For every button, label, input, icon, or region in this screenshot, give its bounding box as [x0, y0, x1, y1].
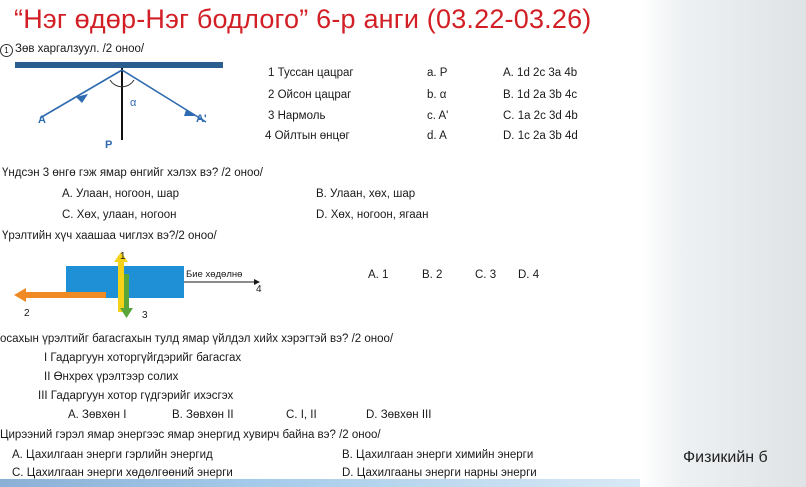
q1-left-item: 3 Нармоль	[268, 110, 326, 122]
q1-mid-item: b. α	[427, 89, 447, 101]
label-a-prime: A'	[196, 113, 207, 125]
q4-option[interactable]: A. Зөвхөн I	[68, 409, 127, 421]
incident-ray	[40, 70, 122, 118]
motion-label: Бие хөдөлнө	[186, 269, 243, 280]
q1-left-item: 2 Ойсон цацраг	[268, 89, 352, 101]
q3-option[interactable]: B. 2	[422, 269, 443, 281]
q4-prompt: осахын үрэлтийг багасгахын тулд ямар үйлдэл хийх хэрэгтэй вэ? /2 оноо/	[0, 333, 394, 345]
q3-option[interactable]: D. 4	[518, 269, 540, 281]
q4-option[interactable]: D. Зөвхөн III	[366, 409, 432, 421]
page-title: “Нэг өдөр-Нэг бодлого” 6-р анги (03.22-03.26)	[14, 4, 592, 34]
q1-mid-item: a. P	[427, 67, 448, 79]
reflected-ray-arrow	[184, 110, 196, 116]
question-number-badge: 1	[0, 44, 13, 57]
arrow-2-shaft	[26, 292, 106, 298]
q4-option[interactable]: C. I, II	[286, 409, 317, 421]
q1-answer-option[interactable]: B. 1d 2a 3b 4c	[503, 89, 578, 101]
arrow-3-shaft	[124, 274, 129, 308]
q1-prompt: Зөв харгалзуул. /2 оноо/	[15, 43, 145, 55]
reflected-ray	[122, 70, 206, 122]
q3-prompt: Үрэлтийн хүч хаашаа чиглэх вэ?/2 оноо/	[2, 230, 217, 242]
q1-mid-item: c. A'	[427, 110, 449, 122]
q1-answer-option[interactable]: D. 1c 2a 3b 4d	[503, 130, 578, 142]
friction-diagram	[10, 248, 280, 326]
background-gradient	[640, 0, 806, 487]
q1-answer-option[interactable]: A. 1d 2c 3a 4b	[503, 67, 578, 79]
q5-option[interactable]: A. Цахилгаан энерги гэрлийн энергид	[12, 449, 213, 461]
q5-option[interactable]: B. Цахилгаан энерги химийн энерги	[342, 449, 534, 461]
q3-option[interactable]: C. 3	[475, 269, 497, 281]
q1-answer-option[interactable]: C. 1a 2c 3d 4b	[503, 110, 578, 122]
q4-item: III Гадаргуун хотор гүдгэрийг ихэсгэх	[38, 390, 234, 402]
label-1: 1	[120, 251, 126, 262]
label-2: 2	[24, 308, 30, 319]
reflection-diagram	[10, 58, 240, 158]
q5-option[interactable]: C. Цахилгаан энерги хөдөлгөөний энерги	[12, 467, 233, 479]
label-p: P	[105, 139, 113, 151]
q2-option[interactable]: A. Улаан, ногоон, шар	[62, 188, 180, 200]
alpha-label: α	[130, 97, 137, 109]
label-3: 3	[142, 310, 148, 321]
q1-left-item: 4 Ойлтын өнцөг	[265, 130, 350, 142]
q4-item: II Өнхрөх үрэлтээр солих	[44, 371, 179, 383]
q5-prompt: Цирээний гэрэл ямар энергээс ямар энергид хувирч байна вэ? /2 оноо/	[0, 429, 381, 441]
bottom-accent-bar	[0, 479, 640, 487]
q3-option[interactable]: A. 1	[368, 269, 389, 281]
q4-option[interactable]: B. Зөвхөн II	[172, 409, 234, 421]
q5-option[interactable]: D. Цахилгааны энерги нарны энерги	[342, 467, 537, 479]
q2-option[interactable]: D. Хөх, ногоон, ягаан	[316, 209, 429, 221]
mirror-surface	[15, 62, 223, 68]
q2-option[interactable]: B. Улаан, хөх, шар	[316, 188, 416, 200]
q2-prompt: Үндсэн 3 өнгө гэж ямар өнгийг хэлэх вэ? /2 оноо/	[2, 167, 263, 179]
q2-option[interactable]: C. Хөх, улаан, ногоон	[62, 209, 177, 221]
label-a: A	[38, 114, 46, 126]
q4-item: I Гадаргуун хоторгүйгдэрийг багасгах	[44, 352, 242, 364]
footer-label: Физикийн б	[683, 449, 768, 466]
arrow-1-shaft	[118, 262, 124, 312]
q1-mid-item: d. A	[427, 130, 447, 142]
arrow-3-head	[120, 308, 133, 318]
label-4: 4	[256, 284, 262, 295]
arrow-2-head	[14, 288, 26, 302]
q1-left-item: 1 Туссан цацраг	[268, 67, 354, 79]
